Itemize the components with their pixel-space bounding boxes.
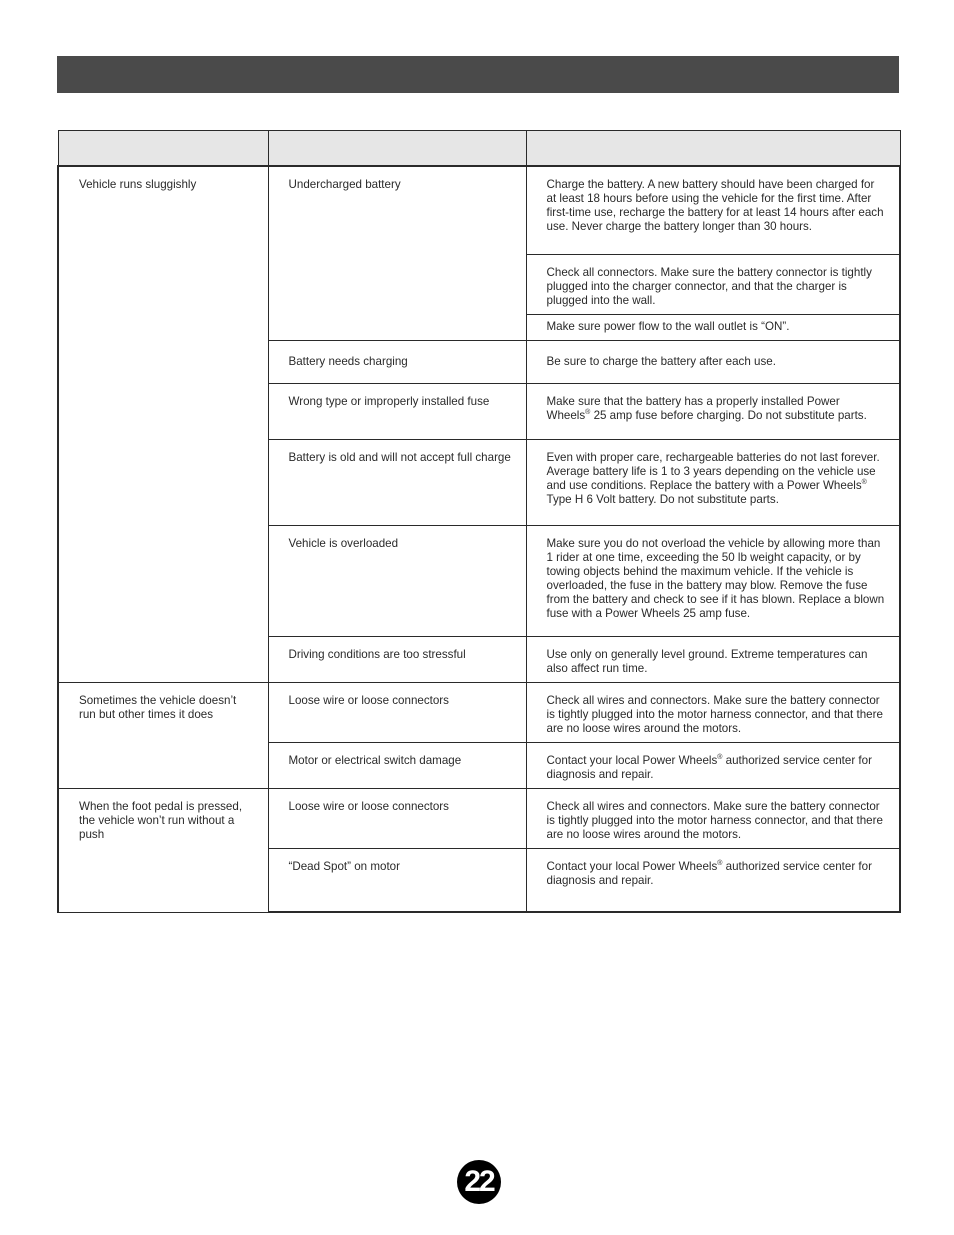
header-solution (526, 131, 900, 167)
troubleshooting-table (57, 130, 901, 913)
solution-cell: Use only on generally level ground. Extreme temperatures can also affect run time. (526, 636, 900, 682)
solution-cell: Check all wires and connectors. Make sure the battery connector is tightly plugged into the motor harness connector, and that there are no loose wires around the motors. (526, 682, 900, 742)
solution-cell: Charge the battery. A new battery should have been charged for at least 18 hours before using the vehicle for the first time. After first-time use, recharge the battery for at least 14 hours after each use. Never charge the battery longer than 30 hours. (526, 166, 900, 254)
solution-cell (526, 383, 900, 439)
cause-cell: “Dead Spot” on motor (268, 848, 526, 912)
table-row (58, 788, 900, 848)
solution-cell: Be sure to charge the battery after each use. (526, 340, 900, 383)
cause-cell: Loose wire or loose connectors (268, 788, 526, 848)
page-number-badge (457, 1160, 501, 1204)
cause-cell: Battery needs charging (268, 340, 526, 383)
table-row (58, 166, 900, 254)
page-number: 22 (464, 1165, 494, 1198)
cause-cell: Undercharged battery (268, 166, 526, 340)
registered-mark: ® (717, 859, 723, 867)
cause-cell: Loose wire or loose connectors (268, 682, 526, 742)
header-cause (268, 131, 526, 167)
symptom-cell: Vehicle runs sluggishly (58, 166, 268, 682)
solution-cell: Check all wires and connectors. Make sure the battery connector is tightly plugged into the motor harness connector, and that there are no loose wires around the motors. (526, 788, 900, 848)
cause-cell: Battery is old and will not accept full charge (268, 439, 526, 525)
solution-cell: Make sure power flow to the wall outlet is “ON”. (526, 314, 900, 340)
cause-cell: Wrong type or improperly installed fuse (268, 383, 526, 439)
solution-cell: Contact your local Power Wheels® authorized service center for diagnosis and repair. (526, 848, 900, 912)
table-header-row (58, 131, 900, 167)
cause-cell: Driving conditions are too stressful (268, 636, 526, 682)
symptom-cell: Sometimes the vehicle doesn’t run but other times it does (58, 682, 268, 788)
fuse-text-1: Make sure that the battery has a properly installed Power Wheels® 25 amp fuse before charging. Do not substitute parts. (546, 394, 867, 422)
symptom-cell: When the foot pedal is pressed, the vehicle won’t run without a push (58, 788, 268, 912)
registered-mark: ® (585, 408, 591, 416)
header-symptom (58, 131, 268, 167)
cause-cell: Motor or electrical switch damage (268, 742, 526, 788)
troubleshooting-table-wrapper (57, 130, 899, 913)
solution-cell: Even with proper care, rechargeable batteries do not last forever. Average battery life is 1 to 3 years depending on the vehicle use and use conditions. Replace the battery with a Power Wheels® Type H 6 Volt battery. Do not substitute parts. (526, 439, 900, 525)
cause-cell: Vehicle is overloaded (268, 525, 526, 636)
table-row (58, 682, 900, 742)
solution-cell: Contact your local Power Wheels® authorized service center for diagnosis and repair. (526, 742, 900, 788)
section-title-bar (57, 56, 899, 93)
solution-cell: Check all connectors. Make sure the battery connector is tightly plugged into the charger connector, and that the charger is plugged into the wall. (526, 254, 900, 314)
registered-mark: ® (717, 753, 723, 761)
registered-mark: ® (861, 478, 867, 486)
solution-cell: Make sure you do not overload the vehicle by allowing more than 1 rider at one time, exceeding the 50 lb weight capacity, or by towing objects behind the maximum vehicle. If the vehicle is overloaded, the fuse in the battery may blow. Remove the fuse from the battery and check to see if it has blown. Replace a blown fuse with a Power Wheels 25 amp fuse. (526, 525, 900, 636)
